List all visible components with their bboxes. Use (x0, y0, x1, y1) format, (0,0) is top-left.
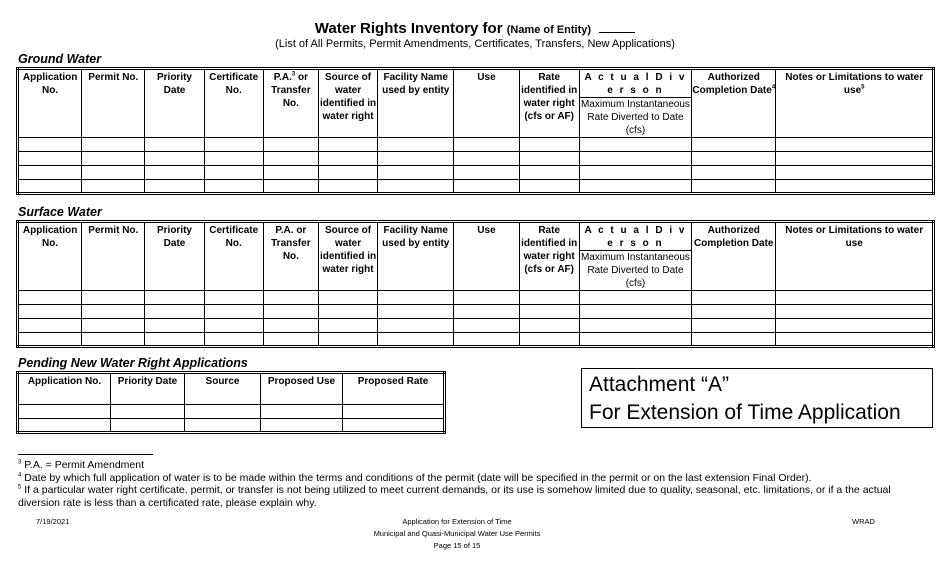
footnotes (18, 459, 928, 509)
ground-water-table (16, 67, 935, 195)
sw-header-use: Use (454, 222, 519, 291)
gw-header-notes: Notes or Limitations to water use$^5$ (776, 69, 934, 138)
sw-header-notes: Notes or Limitations to water use (776, 222, 934, 291)
footnote-divider (18, 454, 153, 455)
gw-header-max-rate: Maximum Instantaneous Rate Diverted to Date (cfs) (580, 99, 690, 136)
footer-date: 7/19/2021 (36, 517, 70, 526)
page-subtitle: (List of All Permits, Permit Amendments, Certificates, Transfers, New Applications) (275, 38, 675, 50)
footer-line-1: Application for Extension of Time (402, 517, 512, 526)
ground-water-heading: Ground Water (18, 52, 102, 66)
gw-header-facility-name: Facility Name used by entity (378, 69, 454, 138)
sw-header-permit-no: Permit No. (82, 222, 145, 291)
gw-header-certificate-no: Certificate No. (204, 69, 263, 138)
sw-header-authorized-completion: Authorized Completion Date (692, 222, 776, 291)
gw-header-source: Source of water identified in water right (318, 69, 377, 138)
gw-header-use: Use (454, 69, 519, 138)
pending-heading: Pending New Water Right Applications (18, 356, 248, 370)
footnote-4: $^4$ Date by which full application of water is to be made within the terms and conditions of the permit (date will be specified in the permit or on the last extension Final Order). (18, 471, 812, 484)
sw-header-application-no: Application No. (18, 222, 82, 291)
sw-header-certificate-no: Certificate No. (204, 222, 263, 291)
attachment-box (581, 368, 933, 428)
sw-header-rate: Rate identified in water right (cfs or AF) (519, 222, 579, 291)
footnote-5: $^5$ If a particular water right certificate, permit, or transfer is not being utilized to meet current demands, or its use is somehow limited due to quality, seasonal, etc. limitations, or if a the actual diversion rate is less than a certificated rate, please explain why. (18, 484, 891, 509)
attachment-line-1: Attachment “A” (589, 373, 730, 396)
table-cell[interactable] (18, 138, 82, 152)
sw-header-facility-name: Facility Name used by entity (378, 222, 454, 291)
sw-header-pa-transfer-no: P.A. or Transfer No. (263, 222, 318, 291)
sw-header-source: Source of water identified in water right (318, 222, 377, 291)
footer-page: Page 15 of 15 (433, 541, 481, 550)
entity-name-blank[interactable] (599, 20, 635, 33)
footer-center (0, 516, 914, 552)
attachment-line-2: For Extension of Time Application (589, 401, 901, 424)
gw-header-priority-date: Priority Date (145, 69, 204, 138)
gw-header-actual-diversion: A c t u a l D i v e r s o n (579, 69, 691, 98)
surface-water-heading: Surface Water (18, 205, 102, 219)
pending-header-proposed-use: Proposed Use (261, 373, 343, 405)
gw-header-permit-no: Permit No. (82, 69, 145, 138)
sw-header-priority-date: Priority Date (145, 222, 204, 291)
gw-header-authorized-completion: Authorized Completion Date$^4$ (692, 69, 776, 138)
pending-applications-table (16, 371, 446, 434)
sw-header-actual-diversion: A c t u a l D i v e r s o n (579, 222, 691, 251)
footer-agency: WRAD (852, 517, 875, 526)
surface-water-table (16, 220, 935, 348)
entity-name-note: (Name of Entity) (506, 24, 592, 36)
pending-header-source: Source (185, 373, 261, 405)
footnote-3: $^3$ P.A. = Permit Amendment (18, 459, 145, 471)
gw-header-pa-transfer-no: P.A.$^3$ or Transfer No. (263, 69, 318, 138)
pending-header-proposed-rate: Proposed Rate (343, 373, 445, 405)
pending-header-application-no: Application No. (18, 373, 111, 405)
gw-header-application-no: Application No. (18, 69, 82, 138)
footer-line-2: Municipal and Quasi-Municipal Water Use Permits (373, 529, 541, 538)
pending-header-priority-date: Priority Date (111, 373, 185, 405)
gw-header-rate: Rate identified in water right (cfs or AF) (519, 69, 579, 138)
page-title: Water Rights Inventory for (Name of Entity) (0, 20, 950, 37)
sw-header-max-rate: Maximum Instantaneous Rate Diverted to Date (cfs) (580, 252, 690, 289)
